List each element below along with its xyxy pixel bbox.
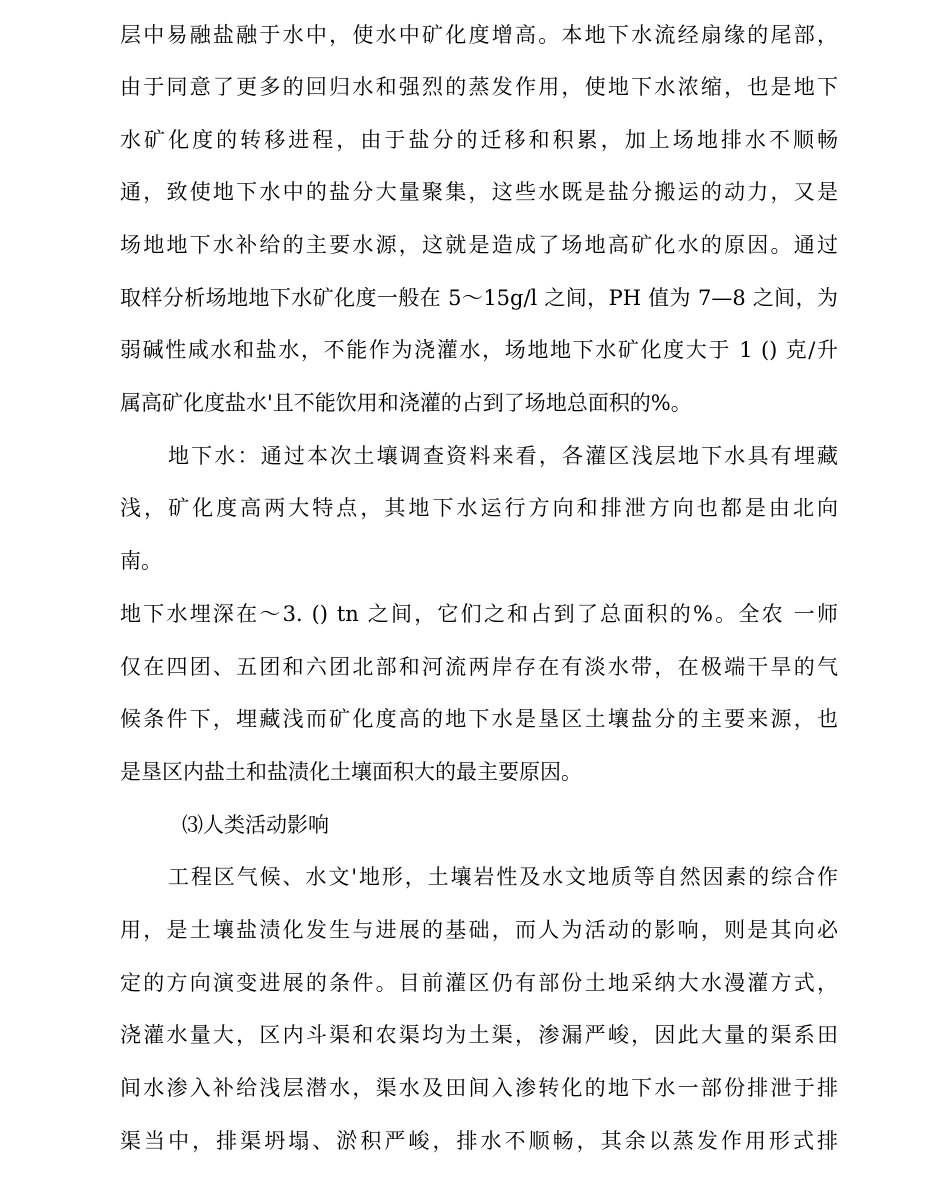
text-line-15: 是垦区内盐土和盐渍化土壤面积大的最主要原因。 [120,760,582,784]
text-line-2: 由于同意了更多的回归水和强烈的蒸发作用，使地下水浓缩，也是地下 [120,75,838,99]
text-line-5: 场地地下水补给的主要水源，这就是造成了场地高矿化水的原因。通过 [120,233,838,257]
text-line-8: 属高矿化度盐水'且不能饮用和浇灌的占到了场地总面积的%。 [120,391,692,415]
text-line-13: 仅在四团、五团和六团北部和河流两岸存在有淡水带，在极端干旱的气 [120,655,838,679]
text-line-14: 候条件下，埋藏浅而矿化度高的地下水是垦区土壤盐分的主要来源，也 [120,707,838,731]
text-line-22: 渠当中，排渠坍塌、淤积严峻，排水不顺畅，其余以蒸发作用形式排 [120,1129,838,1153]
text-line-4: 通，致使地下水中的盐分大量聚集，这些水既是盐分搬运的动力，又是 [120,180,838,204]
text-line-18: 用，是土壤盐渍化发生与进展的基础，而人为活动的影响，则是其向必 [120,918,838,942]
text-line-7: 弱碱性咸水和盐水，不能作为浇灌水，场地地下水矿化度大于 1 () 克/升 [120,338,838,362]
text-line-11: 南。 [120,549,162,573]
paragraph-groundwater-start: 地下水：通过本次土壤调查资料来看，各灌区浅层地下水具有埋藏 [168,444,838,468]
text-line-6: 取样分析场地地下水矿化度一般在 5〜15g/l 之间，PH 值为 7—8 之间，为 [120,286,838,310]
text-line-3: 水矿化度的转移进程，由于盐分的迁移和积累，加上场地排水不顺畅 [120,128,838,152]
section-heading: ⑶人类活动影响 [182,813,329,837]
paragraph-human-activity-start: 工程区气候、水文'地形，土壤岩性及水文地质等自然因素的综合作 [168,865,838,889]
text-line-10: 浅，矿化度高两大特点，其地下水运行方向和排泄方向也都是由北向 [120,496,838,520]
text-line-19: 定的方向演变进展的条件。目前灌区仍有部份土地采纳大水漫灌方式， [120,971,838,995]
text-line-21: 间水渗入补给浅层潜水，渠水及田间入渗转化的地下水一部份排泄于排 [120,1076,838,1100]
text-line-12: 地下水埋深在〜3. () tn 之间，它们之和占到了总面积的%。全农 一师 [120,602,838,626]
text-line-20: 浇灌水量大，区内斗渠和农渠均为土渠，渗漏严峻，因此大量的渠系田 [120,1023,838,1047]
text-line-1: 层中易融盐融于水中，使水中矿化度增高。本地下水流经扇缘的尾部， [120,23,838,47]
